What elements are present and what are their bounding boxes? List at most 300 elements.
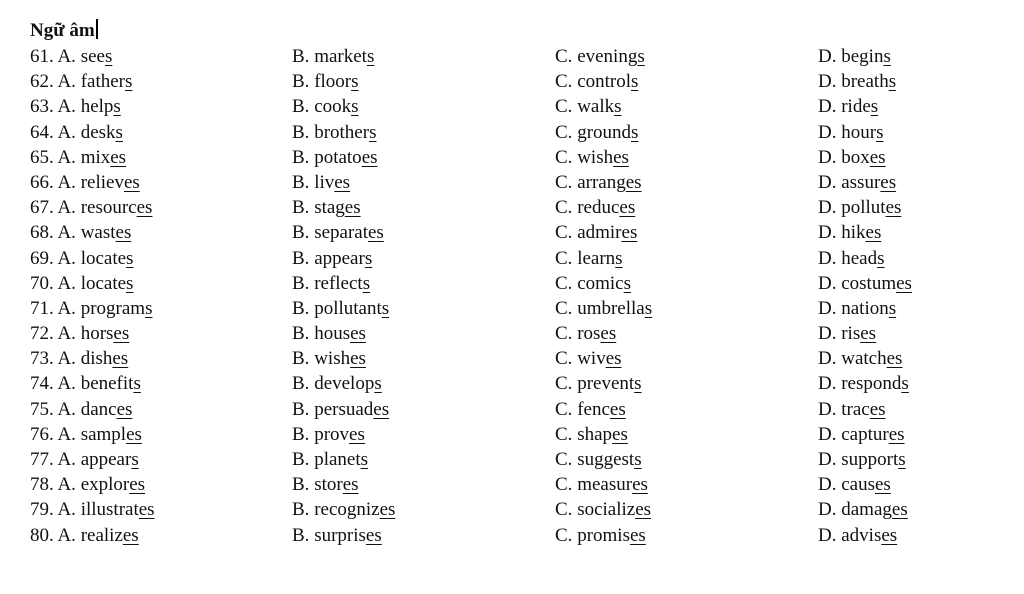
- underlined-ending: s: [113, 96, 121, 118]
- option-letter: C.: [555, 524, 573, 546]
- option-letter: C.: [555, 449, 573, 470]
- underlined-ending: es: [613, 146, 629, 168]
- option-letter: D.: [818, 146, 837, 168]
- question-row: [30, 246, 1010, 271]
- underlined-ending: es: [619, 197, 636, 219]
- option-letter: B.: [292, 222, 310, 244]
- underlined-ending: s: [115, 121, 123, 143]
- underlined-ending: es: [126, 423, 142, 445]
- underlined-ending: s: [637, 46, 645, 67]
- word-stem: realiz: [80, 524, 123, 546]
- underlined-ending: s: [364, 247, 373, 269]
- answer-option: [292, 69, 359, 94]
- option-letter: C.: [555, 71, 573, 93]
- word-stem: surpris: [314, 524, 366, 546]
- answer-option: [555, 422, 628, 447]
- answer-option: [818, 220, 881, 245]
- question-number: 75.: [30, 398, 54, 420]
- word-stem: sampl: [80, 423, 127, 445]
- answer-option: [555, 220, 637, 245]
- word-stem: desk: [80, 121, 116, 143]
- underlined-ending: s: [360, 449, 369, 470]
- answer-option: [30, 120, 123, 145]
- word-stem: hik: [841, 222, 866, 244]
- option-letter: B.: [292, 423, 310, 445]
- question-row: [30, 271, 1010, 296]
- answer-option: [818, 422, 905, 447]
- word-stem: fenc: [577, 398, 610, 420]
- section-title: Ngữ âm: [30, 20, 95, 41]
- underlined-ending: es: [350, 323, 366, 345]
- answer-option: [555, 195, 635, 220]
- option-letter: B.: [292, 449, 310, 470]
- underlined-ending: es: [605, 348, 622, 370]
- word-stem: suggest: [577, 449, 635, 470]
- answer-option: [818, 296, 896, 321]
- underlined-ending: es: [600, 323, 617, 345]
- word-stem: separat: [314, 222, 368, 244]
- text-cursor: [96, 19, 98, 39]
- question-number: 77.: [30, 449, 54, 470]
- option-letter: A.: [57, 247, 76, 269]
- word-stem: market: [314, 46, 367, 67]
- underlined-ending: s: [125, 71, 133, 93]
- answer-option: [292, 346, 366, 371]
- answer-option: [30, 246, 133, 271]
- word-stem: program: [80, 297, 146, 319]
- option-letter: A.: [57, 474, 76, 496]
- underlined-ending: s: [631, 121, 639, 143]
- underlined-ending: s: [133, 373, 141, 395]
- underlined-ending: es: [368, 222, 384, 244]
- underlined-ending: s: [351, 96, 359, 118]
- question-row: [30, 94, 1010, 119]
- word-stem: ros: [577, 323, 601, 345]
- option-letter: A.: [57, 121, 76, 143]
- question-number: 63.: [30, 96, 54, 118]
- underlined-ending: es: [361, 146, 378, 168]
- answer-option: [292, 472, 359, 497]
- underlined-ending: s: [104, 46, 113, 67]
- answer-option: [292, 145, 378, 170]
- word-stem: socializ: [577, 499, 636, 521]
- option-letter: C.: [555, 247, 573, 269]
- underlined-ending: s: [870, 96, 879, 118]
- option-letter: B.: [292, 171, 310, 193]
- option-letter: D.: [818, 449, 837, 470]
- answer-option: [555, 170, 642, 195]
- option-letter: B.: [292, 71, 310, 93]
- option-letter: B.: [292, 96, 310, 118]
- word-stem: see: [80, 46, 105, 67]
- word-stem: locate: [80, 247, 127, 269]
- question-row: [30, 523, 1010, 548]
- underlined-ending: es: [635, 499, 652, 521]
- answer-option: [30, 296, 152, 321]
- option-letter: C.: [555, 197, 573, 219]
- underlined-ending: s: [131, 449, 139, 470]
- option-letter: B.: [292, 348, 310, 370]
- answer-option: [292, 296, 389, 321]
- underlined-ending: es: [334, 171, 351, 193]
- option-letter: A.: [57, 71, 76, 93]
- option-letter: C.: [555, 297, 573, 319]
- word-stem: assur: [841, 171, 881, 193]
- underlined-ending: s: [614, 96, 622, 118]
- question-number: 69.: [30, 247, 54, 269]
- word-stem: head: [841, 247, 878, 269]
- underlined-ending: s: [888, 297, 897, 319]
- answer-option: [30, 94, 121, 119]
- underlined-ending: es: [888, 423, 905, 445]
- answer-option: [818, 271, 912, 296]
- word-stem: ride: [841, 96, 871, 118]
- question-number: 64.: [30, 121, 54, 143]
- word-stem: support: [841, 449, 899, 470]
- answer-option: [292, 321, 366, 346]
- option-letter: B.: [292, 373, 310, 395]
- answer-option: [292, 44, 374, 69]
- underlined-ending: es: [112, 348, 129, 370]
- answer-option: [555, 246, 623, 271]
- option-letter: C.: [555, 398, 573, 420]
- option-letter: A.: [57, 96, 76, 118]
- answer-option: [30, 523, 139, 548]
- underlined-ending: es: [881, 524, 898, 546]
- option-letter: C.: [555, 499, 573, 521]
- underlined-ending: s: [623, 272, 632, 294]
- question-row: [30, 69, 1010, 94]
- word-stem: locate: [80, 272, 127, 294]
- underlined-ending: es: [115, 222, 132, 244]
- word-stem: costum: [841, 272, 897, 294]
- option-letter: B.: [292, 474, 310, 496]
- option-letter: B.: [292, 524, 310, 546]
- underlined-ending: s: [362, 272, 371, 294]
- option-letter: C.: [555, 96, 573, 118]
- option-letter: B.: [292, 247, 310, 269]
- underlined-ending: es: [896, 272, 912, 294]
- option-letter: C.: [555, 423, 573, 445]
- answer-option: [30, 422, 142, 447]
- answer-option: [555, 321, 616, 346]
- option-letter: A.: [57, 398, 76, 420]
- question-row: [30, 44, 1010, 69]
- option-letter: C.: [555, 171, 573, 193]
- underlined-ending: es: [373, 398, 390, 420]
- answer-option: [818, 346, 902, 371]
- underlined-ending: es: [609, 398, 626, 420]
- option-letter: A.: [57, 524, 76, 546]
- answer-option: [292, 170, 350, 195]
- question-number: 70.: [30, 272, 54, 294]
- answer-option: [818, 94, 878, 119]
- answer-option: [555, 94, 622, 119]
- option-letter: D.: [818, 272, 837, 294]
- underlined-ending: es: [129, 474, 146, 496]
- answer-option: [30, 371, 141, 396]
- word-stem: control: [577, 71, 632, 93]
- answer-option: [818, 195, 901, 220]
- option-letter: A.: [57, 272, 76, 294]
- option-letter: D.: [818, 373, 837, 395]
- question-number: 74.: [30, 373, 54, 395]
- word-stem: measur: [577, 474, 633, 496]
- answer-option: [30, 447, 139, 472]
- word-stem: breath: [841, 71, 889, 93]
- word-stem: develop: [314, 373, 375, 395]
- underlined-ending: es: [625, 171, 642, 193]
- option-letter: C.: [555, 373, 573, 395]
- underlined-ending: es: [365, 524, 382, 546]
- underlined-ending: es: [880, 171, 897, 193]
- option-letter: C.: [555, 46, 573, 67]
- question-row: [30, 447, 1010, 472]
- question-number: 73.: [30, 348, 54, 370]
- answer-option: [30, 397, 132, 422]
- question-row: [30, 371, 1010, 396]
- option-letter: B.: [292, 499, 310, 521]
- word-stem: illustrat: [80, 499, 139, 521]
- answer-option: [555, 447, 642, 472]
- option-letter: C.: [555, 323, 573, 345]
- underlined-ending: es: [860, 323, 877, 345]
- word-stem: reliev: [80, 171, 124, 193]
- option-letter: B.: [292, 398, 310, 420]
- word-stem: ground: [577, 121, 632, 143]
- option-letter: A.: [57, 46, 76, 67]
- underlined-ending: es: [116, 398, 133, 420]
- answer-option: [555, 44, 645, 69]
- underlined-ending: es: [891, 499, 908, 521]
- answer-option: [555, 69, 638, 94]
- option-letter: C.: [555, 222, 573, 244]
- answer-option: [555, 296, 652, 321]
- underlined-ending: es: [350, 348, 366, 370]
- word-stem: promis: [577, 524, 630, 546]
- answer-option: [555, 497, 651, 522]
- underlined-ending: s: [351, 71, 359, 93]
- answer-option: [555, 371, 642, 396]
- word-stem: appear: [314, 247, 365, 269]
- option-letter: A.: [57, 323, 76, 345]
- answer-option: [292, 220, 384, 245]
- underlined-ending: es: [122, 524, 139, 546]
- question-number: 66.: [30, 171, 54, 193]
- word-stem: shap: [577, 423, 613, 445]
- option-letter: B.: [292, 297, 310, 319]
- answer-option: [555, 120, 638, 145]
- option-letter: B.: [292, 46, 310, 67]
- underlined-ending: s: [374, 373, 382, 395]
- option-letter: D.: [818, 46, 837, 67]
- word-stem: evening: [577, 46, 638, 67]
- option-letter: C.: [555, 348, 573, 370]
- word-stem: reduc: [577, 197, 620, 219]
- answer-option: [30, 472, 145, 497]
- answer-option: [30, 497, 155, 522]
- option-letter: A.: [57, 423, 76, 445]
- answer-option: [818, 523, 897, 548]
- word-stem: benefit: [80, 373, 134, 395]
- underlined-ending: s: [631, 71, 639, 93]
- word-stem: stag: [314, 197, 345, 219]
- question-row: [30, 220, 1010, 245]
- answer-option: [30, 346, 128, 371]
- option-letter: C.: [555, 121, 573, 143]
- underlined-ending: s: [876, 121, 884, 143]
- word-stem: watch: [841, 348, 887, 370]
- option-letter: A.: [57, 171, 76, 193]
- question-row: [30, 321, 1010, 346]
- underlined-ending: s: [634, 373, 642, 395]
- word-stem: ris: [841, 323, 861, 345]
- word-stem: potato: [314, 146, 362, 168]
- word-stem: cook: [314, 96, 352, 118]
- answer-option: [30, 220, 131, 245]
- word-stem: pollutant: [314, 297, 382, 319]
- word-stem: prov: [314, 423, 350, 445]
- answer-option: [818, 497, 908, 522]
- option-letter: A.: [57, 146, 76, 168]
- word-stem: reflect: [314, 272, 363, 294]
- option-letter: A.: [57, 197, 76, 219]
- word-stem: persuad: [314, 398, 374, 420]
- underlined-ending: s: [145, 297, 153, 319]
- word-stem: wast: [80, 222, 116, 244]
- word-stem: hous: [314, 323, 351, 345]
- answer-option: [30, 145, 126, 170]
- answer-option: [555, 346, 622, 371]
- word-stem: resourc: [80, 197, 137, 219]
- question-number: 80.: [30, 524, 54, 546]
- word-stem: hors: [80, 323, 114, 345]
- underlined-ending: s: [126, 247, 134, 269]
- underlined-ending: s: [888, 71, 897, 93]
- word-stem: trac: [841, 398, 870, 420]
- answer-option: [292, 523, 382, 548]
- word-stem: captur: [841, 423, 889, 445]
- option-letter: D.: [818, 171, 837, 193]
- word-stem: hour: [841, 121, 877, 143]
- underlined-ending: es: [885, 197, 902, 219]
- word-stem: box: [841, 146, 870, 168]
- option-letter: D.: [818, 96, 837, 118]
- question-row: [30, 472, 1010, 497]
- underlined-ending: es: [136, 197, 153, 219]
- question-row: [30, 346, 1010, 371]
- underlined-ending: es: [342, 474, 359, 496]
- word-stem: advis: [841, 524, 882, 546]
- word-stem: father: [80, 71, 125, 93]
- option-letter: D.: [818, 398, 837, 420]
- word-stem: danc: [80, 398, 117, 420]
- answer-option: [555, 472, 648, 497]
- underlined-ending: s: [898, 449, 906, 470]
- answer-option: [292, 371, 382, 396]
- word-stem: wish: [577, 146, 614, 168]
- word-stem: appear: [80, 449, 132, 470]
- underlined-ending: s: [883, 46, 891, 67]
- answer-option: [818, 44, 891, 69]
- underlined-ending: es: [621, 222, 638, 244]
- underlined-ending: es: [344, 197, 361, 219]
- option-letter: C.: [555, 474, 573, 496]
- option-letter: D.: [818, 71, 837, 93]
- option-letter: A.: [57, 449, 76, 470]
- answer-option: [555, 397, 626, 422]
- answer-option: [292, 195, 361, 220]
- answer-option: [292, 422, 365, 447]
- option-letter: D.: [818, 121, 837, 143]
- answer-option: [30, 195, 152, 220]
- answer-option: [292, 497, 395, 522]
- word-stem: caus: [841, 474, 875, 496]
- word-stem: explor: [80, 474, 130, 496]
- answer-option: [555, 523, 646, 548]
- answer-option: [818, 120, 883, 145]
- underlined-ending: s: [615, 247, 623, 269]
- word-stem: dish: [80, 348, 113, 370]
- question-row: [30, 422, 1010, 447]
- underlined-ending: es: [632, 474, 648, 496]
- answer-option: [292, 94, 359, 119]
- underlined-ending: es: [379, 499, 396, 521]
- word-stem: walk: [577, 96, 615, 118]
- answer-option: [30, 170, 140, 195]
- word-stem: help: [80, 96, 114, 118]
- word-stem: wish: [314, 348, 351, 370]
- question-number: 78.: [30, 474, 54, 496]
- question-number: 62.: [30, 71, 54, 93]
- question-number: 61.: [30, 46, 54, 67]
- answer-option: [818, 145, 886, 170]
- answer-option: [818, 447, 906, 472]
- word-stem: planet: [314, 449, 361, 470]
- answer-option: [30, 271, 133, 296]
- question-number: 76.: [30, 423, 54, 445]
- option-letter: D.: [818, 423, 837, 445]
- word-stem: wiv: [577, 348, 606, 370]
- underlined-ending: es: [349, 423, 365, 445]
- option-letter: D.: [818, 197, 837, 219]
- answer-option: [818, 321, 876, 346]
- word-stem: damag: [841, 499, 892, 521]
- underlined-ending: s: [901, 373, 909, 395]
- option-letter: D.: [818, 323, 837, 345]
- question-list: [30, 44, 1010, 548]
- question-row: [30, 195, 1010, 220]
- underlined-ending: es: [612, 423, 628, 445]
- answer-option: [818, 371, 909, 396]
- option-letter: A.: [57, 499, 76, 521]
- option-letter: D.: [818, 247, 837, 269]
- answer-option: [30, 44, 112, 69]
- word-stem: begin: [841, 46, 884, 67]
- question-number: 72.: [30, 323, 54, 345]
- underlined-ending: s: [644, 297, 653, 319]
- answer-option: [818, 246, 885, 271]
- word-stem: brother: [314, 121, 370, 143]
- document-page: [30, 18, 1010, 548]
- answer-option: [30, 321, 129, 346]
- word-stem: admir: [577, 222, 622, 244]
- answer-option: [292, 397, 389, 422]
- word-stem: comic: [577, 272, 624, 294]
- answer-option: [292, 246, 372, 271]
- option-letter: D.: [818, 222, 837, 244]
- option-letter: C.: [555, 146, 573, 168]
